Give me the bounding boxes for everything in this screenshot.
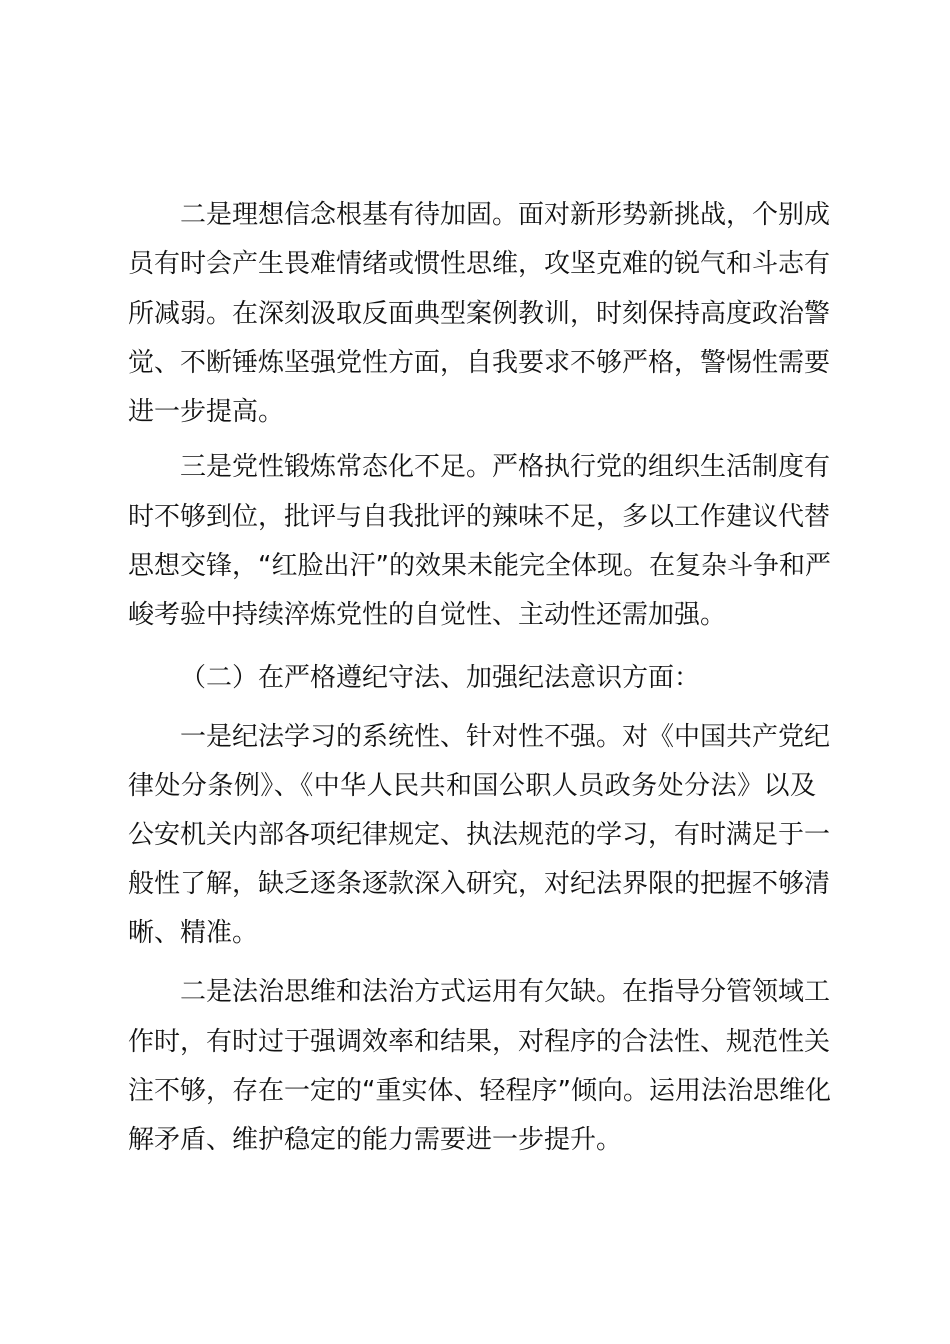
text-line: 峻考验中持续淬炼党性的自觉性、主动性还需加强。 bbox=[128, 600, 727, 630]
text-line: 思想交锋，“红脸出汗”的效果未能完全体现。在复杂斗争和严 bbox=[128, 551, 831, 581]
text-line: 公安机关内部各项纪律规定、执法规范的学习，有时满足于一 bbox=[128, 820, 831, 850]
text-line: 进一步提高。 bbox=[128, 397, 285, 427]
text-line: 二是法治思维和法治方式运用有欠缺。在指导分管领域工 bbox=[180, 977, 831, 1007]
text-line: 作时，有时过于强调效率和结果，对程序的合法性、规范性关 bbox=[128, 1027, 831, 1057]
heading-line: （二）在严格遵纪守法、加强纪法意识方面： bbox=[180, 663, 701, 693]
text-line: 晰、精准。 bbox=[128, 918, 259, 948]
text-line: 注不够，存在一定的“重实体、轻程序”倾向。运用法治思维化 bbox=[128, 1076, 831, 1106]
text-line: 时不够到位，批评与自我批评的辣味不足，多以工作建议代替 bbox=[128, 502, 831, 532]
text-line: 律处分条例》、《中华人民共和国公职人员政务处分法》以及 bbox=[128, 771, 816, 801]
text-line: 一是纪法学习的系统性、针对性不强。对《中国共产党纪 bbox=[180, 722, 831, 752]
text-line: 三是党性锻炼常态化不足。严格执行党的组织生活制度有 bbox=[180, 452, 831, 482]
text-line: 所减弱。在深刻汲取反面典型案例教训，时刻保持高度政治警 bbox=[128, 299, 831, 329]
text-line: 二是理想信念根基有待加固。面对新形势新挑战，个别成 bbox=[180, 200, 831, 230]
text-line: 员有时会产生畏难情绪或惯性思维，攻坚克难的锐气和斗志有 bbox=[128, 249, 831, 279]
text-line: 解矛盾、维护稳定的能力需要进一步提升。 bbox=[128, 1125, 623, 1155]
text-line: 般性了解，缺乏逐条逐款深入研究，对纪法界限的把握不够清 bbox=[128, 869, 831, 899]
text-line: 觉、不断锤炼坚强党性方面，自我要求不够严格，警惕性需要 bbox=[128, 348, 831, 378]
